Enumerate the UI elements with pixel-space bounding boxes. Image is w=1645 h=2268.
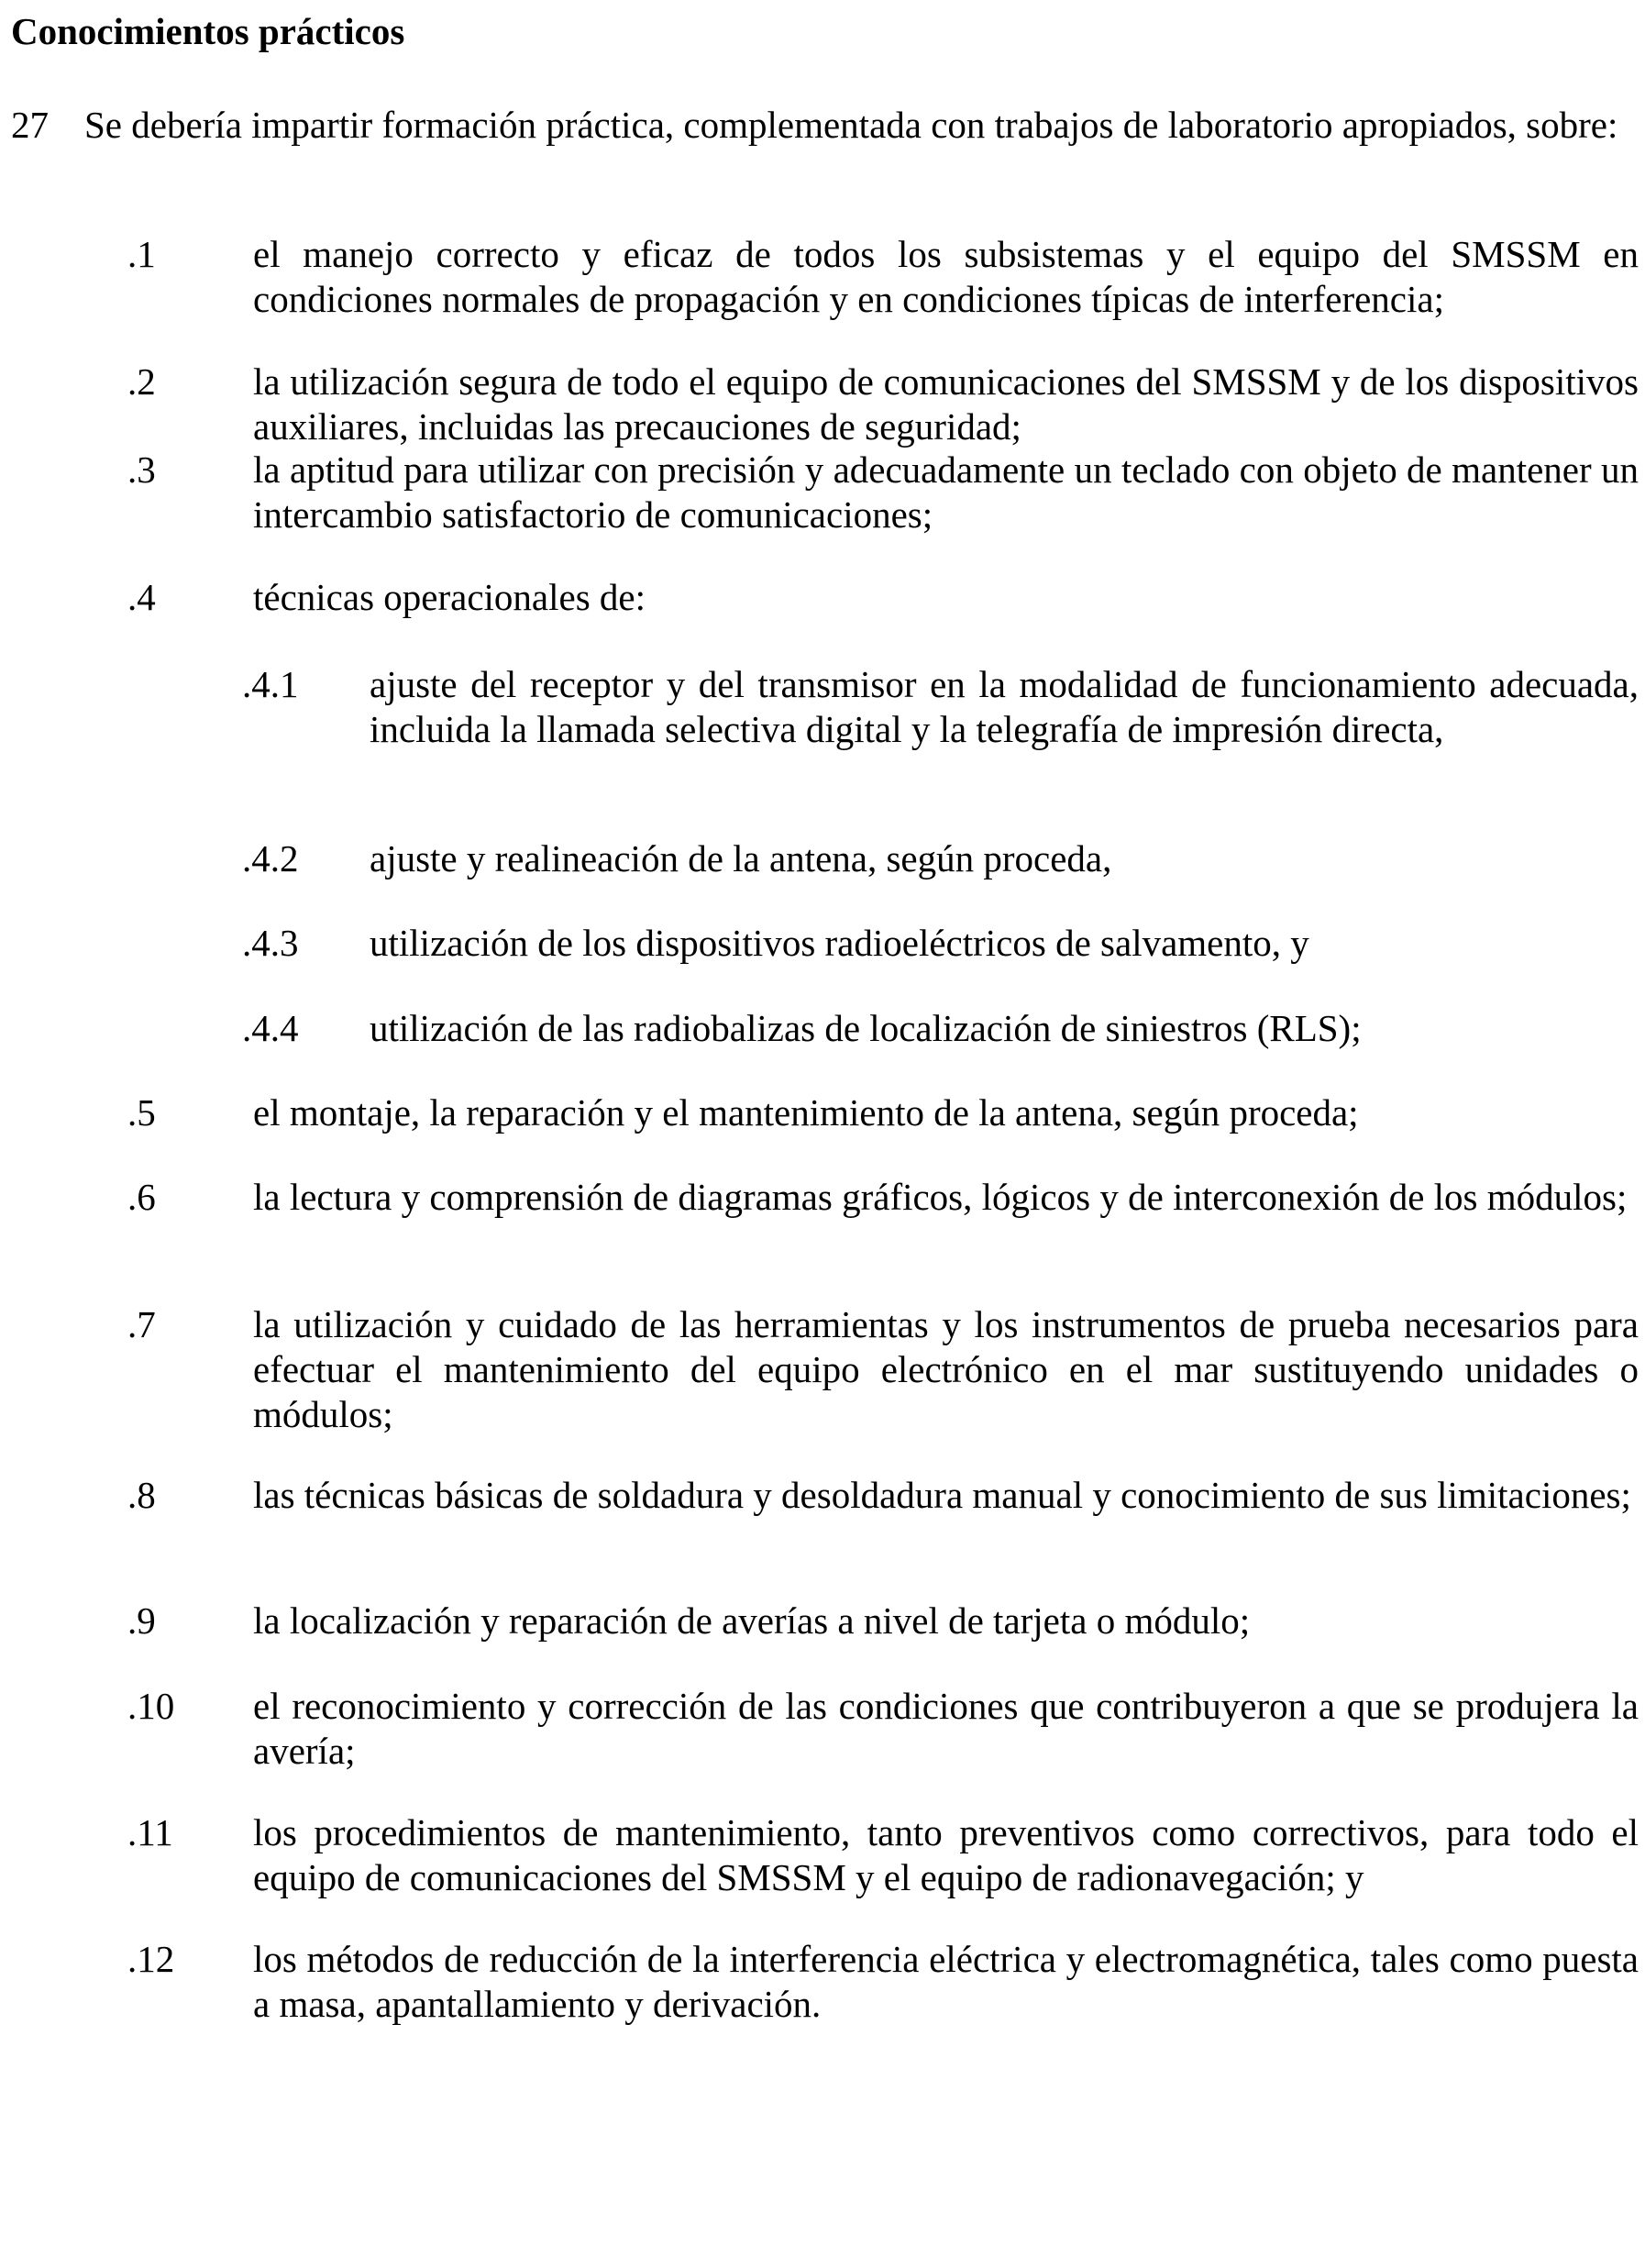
item-number: .1	[127, 233, 156, 275]
item-text: el manejo correcto y eficaz de todos los subsistemas y el equipo del SMSSM en condiciones normales de propagación y en condiciones típicas de interferencia;	[253, 233, 1639, 320]
item-number: .6	[127, 1176, 156, 1218]
item-number: .2	[127, 360, 156, 403]
item-text: ajuste y realineación de la antena, según proceda,	[370, 837, 1112, 880]
item-number: .4.1	[242, 663, 299, 705]
item-text: la utilización segura de todo el equipo de comunicaciones del SMSSM y de los dispositivos auxiliares, incluidas las precauciones de seguridad;	[253, 360, 1639, 448]
intro-paragraph	[11, 103, 1639, 148]
item-text: la lectura y comprensión de diagramas gráficos, lógicos y de interconexión de los módulos;	[253, 1176, 1628, 1218]
item-text: utilización de las radiobalizas de localización de siniestros (RLS);	[370, 1007, 1362, 1049]
item-text: la localización y reparación de averías a nivel de tarjeta o módulo;	[253, 1599, 1251, 1642]
item-text: la utilización y cuidado de las herramientas y los instrumentos de prueba necesarios para efectuar el mantenimiento del equipo electrónico en el mar sustituyendo unidades o módulos;	[253, 1303, 1639, 1435]
item-text: ajuste del receptor y del transmisor en la modalidad de funcionamiento adecuada, incluida la llamada selectiva digital y la telegrafía de impresión directa,	[370, 663, 1639, 750]
item-text: el reconocimiento y corrección de las condiciones que contribuyeron a que se produjera la avería;	[253, 1685, 1639, 1772]
item-text: los procedimientos de mantenimiento, tanto preventivos como correctivos, para todo el equipo de comunicaciones del SMSSM y el equipo de radionavegación; y	[253, 1811, 1639, 1898]
item-text: la aptitud para utilizar con precisión y adecuadamente un teclado con objeto de mantener un intercambio satisfactorio de comunicaciones;	[253, 448, 1639, 536]
item-text: técnicas operacionales de:	[253, 576, 646, 618]
section-heading: Conocimientos prácticos	[11, 10, 405, 52]
paragraph-number: 27	[11, 104, 49, 146]
item-number: .10	[127, 1685, 175, 1727]
item-number: .5	[127, 1091, 156, 1134]
item-number: .11	[127, 1811, 173, 1853]
intro-text: Se debería impartir formación práctica, complementada con trabajos de laboratorio apropiados, sobre:	[84, 104, 1618, 146]
item-number: .3	[127, 448, 156, 491]
item-text: los métodos de reducción de la interferencia eléctrica y electromagnética, tales como puesta a masa, apantallamiento y derivación.	[253, 1938, 1639, 2025]
item-number: .12	[127, 1938, 175, 1980]
item-number: .4.3	[242, 922, 299, 964]
item-number: .8	[127, 1474, 156, 1516]
item-number: .4.2	[242, 837, 299, 880]
item-text: utilización de los dispositivos radioeléctricos de salvamento, y	[370, 922, 1309, 964]
item-number: .4.4	[242, 1007, 299, 1049]
item-text: las técnicas básicas de soldadura y desoldadura manual y conocimiento de sus limitaciones;	[253, 1474, 1631, 1516]
item-number: .7	[127, 1303, 156, 1345]
item-text: el montaje, la reparación y el mantenimiento de la antena, según proceda;	[253, 1091, 1359, 1134]
item-number: .9	[127, 1599, 156, 1642]
item-number: .4	[127, 576, 156, 618]
